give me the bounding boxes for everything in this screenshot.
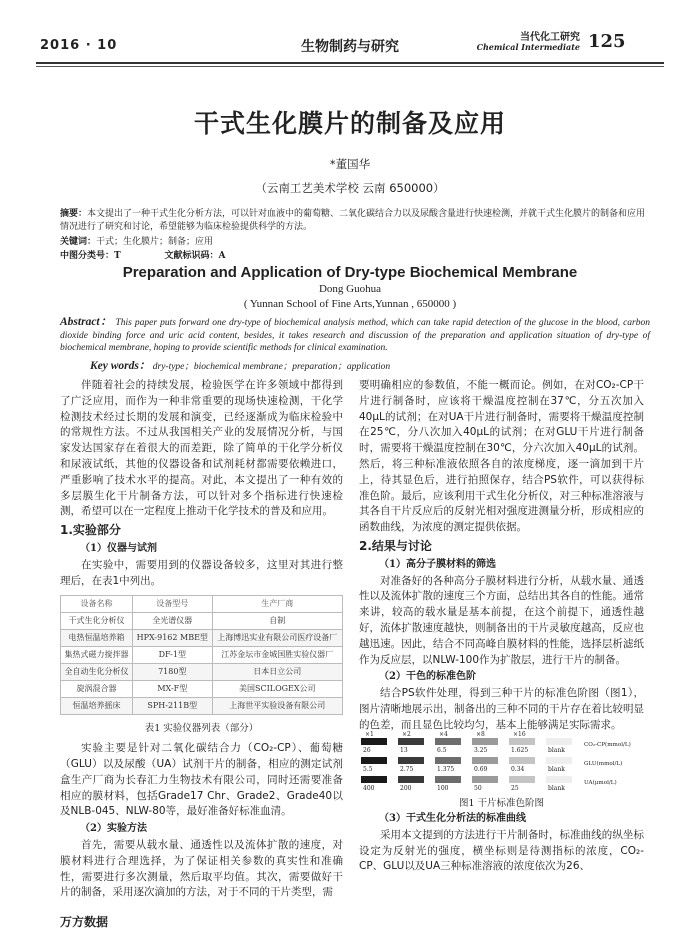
right-column (359, 378, 644, 734)
concentration-label: 3.25 (474, 747, 488, 754)
dilution-label: ×2 (402, 731, 411, 738)
color-swatch (509, 757, 535, 764)
color-swatch (361, 738, 387, 745)
color-swatch (361, 776, 387, 783)
classification-code: T (114, 251, 121, 261)
section-heading-2: 2.结果与讨论 (359, 538, 432, 553)
table-cell: DF-1型 (132, 647, 212, 664)
table-row (61, 664, 343, 681)
table-cell: 电热恒温培养箱 (61, 630, 133, 647)
concentration-label: 5.5 (363, 766, 373, 773)
keywords-en-label: Key words (90, 360, 139, 372)
intro-paragraph: 伴随着社会的持续发展，检验医学在许多领域中都得到了广泛应用，而作为一种非常重要的现场快速检测，干化学检测技术经过长期的发展和演变，已经逐渐成为临床检验中的常规性方法。不过从我国相关产业的发展情况分析，与国家发达国家存在着很大的而差距，除了简单的干化学分析仪和尿液试纸，其他的仪器设备和试剂耗材都需要依赖进口，严重影响了技术水平的提高。对此，本文提出了一种有效的多层膜生化干片制备方法，可以针对多个指标进行快速检测，希望可以在一定程度上推动干化学技术的普及和应用。 (60, 379, 343, 518)
section-heading-1: 1.实验部分 (60, 523, 121, 538)
table-cell: 7180型 (132, 664, 212, 681)
concentration-label: blank (548, 747, 565, 754)
concentration-label: 6.5 (437, 747, 447, 754)
dilution-label: ×4 (439, 731, 448, 738)
concentration-label: 13 (400, 747, 408, 754)
concentration-label: blank (548, 766, 565, 773)
table-cell: 江苏金坛市金城国胜实验仪器厂 (212, 647, 342, 664)
equipment-table (60, 595, 343, 715)
table-cell: 日本日立公司 (212, 664, 342, 681)
table-cell: 干式生化分析仪 (61, 613, 133, 630)
table-cell: 恒温培养摇床 (61, 698, 133, 715)
concentration-label: 1.625 (511, 747, 529, 754)
concentration-label: 0.34 (511, 766, 525, 773)
abstract-en: Abstract： This paper puts forward one dry-type of biochemical analysis method, which can take rapid detection of the glucose in the blood, carbon dioxide binding force and uric acid content, besides, it takes research and discussion of the preparation and application situation of dry-type of biochemical membrane, hoping to provide scientific methods for clinical examination. (60, 316, 650, 353)
abstract-cn-text: 本文提出了一种干式生化分析方法，可以针对血液中的葡萄糖、二氧化碳结合力以及尿酸含量进行快速检测，并就干式生化膜片的制备和应用情况进行了研究和讨论，希望能够为临床检验提供科学的方法。 (60, 209, 646, 232)
color-swatch (509, 776, 535, 783)
abstract-en-label: Abstract (60, 316, 100, 328)
article-title-en: Preparation and Application of Dry-type Biochemical Membrane (122, 264, 578, 281)
analyte-label: GLU(mmol/L) (584, 761, 623, 767)
concentration-label: 400 (363, 785, 375, 791)
subsection-heading-1-2: （2）实验方法 (80, 823, 147, 835)
right-column-continued (359, 810, 644, 875)
analyte-label: UA(μmol/L) (584, 780, 617, 786)
paragraph: 采用本文提到的方法进行干片制备时，标准曲线的纵坐标设定为反射光的强度，横坐标则是待测指标的浓度，CO₂-CP、GLU以及UA三种标准溶液的浓度依次为26、 (359, 828, 644, 873)
paragraph: 在实验中，需要用到的仪器设备较多，这里对其进行整理后，在表1中列出。 (60, 558, 343, 587)
section-title: 生物制药与研究 (301, 39, 399, 55)
doc-code-label: 文献标识码： (164, 251, 219, 261)
table-cell: 上海博迅实业有限公司医疗设备厂 (212, 630, 342, 647)
figure-caption: 图1 干片标准色阶图 (458, 798, 545, 809)
article-title-cn: 干式生化膜片的制备及应用 (193, 109, 506, 138)
header-rule-thin (36, 66, 664, 67)
color-swatch (435, 757, 461, 764)
paragraph: 对准备好的各种高分子膜材料进行分析，从载水量、通透性以及流体扩散的速度三个方面，总结出其各自的性能。通常来讲，较高的载水量是基本前提，在这个前提下，通透性越好，流体扩散速度越快，则制备出的干片灵敏度越高，反应也越迅速。因此，结合不同高峰自膜材料的性能，选择层析滤纸作为反应层，以NLW-100作为扩散层，进行干片的制备。 (359, 574, 644, 666)
table-cell: 全光谱仪器 (132, 613, 212, 630)
affiliation-cn: （云南工艺美术学校 云南 650000） (255, 181, 445, 195)
concentration-label: 0.69 (474, 766, 488, 773)
concentration-label: 200 (400, 785, 412, 791)
table-cell: 美国SCILOGEX公司 (212, 681, 342, 698)
color-swatch (398, 757, 424, 764)
color-swatch (546, 776, 572, 783)
table-header: 生产厂商 (212, 596, 342, 613)
color-swatch (509, 738, 535, 745)
subsection-heading-2-2: （2）干色的标准色阶 (379, 671, 476, 683)
color-swatch (546, 738, 572, 745)
subsection-heading-2-3: （3）干式生化分析法的标准曲线 (379, 813, 526, 824)
analyte-label: CO₂-CP(mmol/L) (584, 742, 631, 748)
color-swatch (398, 738, 424, 745)
concentration-label: 100 (437, 785, 449, 791)
affiliation-en: ( Yunnan School of Fine Arts,Yunnan , 650000 ) (243, 298, 457, 310)
table-cell: 集热式磁力搅拌器 (61, 647, 133, 664)
paragraph: 首先，需要从载水量、通透性以及流体扩散的速度，对膜材料进行合理选择，为了保证相关参数的真实性和准确性，需要进行多次测量，然后取平均值。其次，需要做好干片的制备，采用逐次滴加的方法，对于不同的干片类型，需 (60, 838, 343, 899)
color-swatch (472, 738, 498, 745)
paragraph: 要明确相应的参数值，不能一概而论。例如，在对CO₂-CP干片进行制备时，应该将干燥温度控制在37℃，分五次加入40μL的试剂；在对UA干片进行制备时，需要将干燥温度控制在25℃，分八次加入40μL的试剂；在对GLU干片进行制备时，需要将干燥温度控制在30℃，分六次加入40μL的试剂。然后，将三种标准液依照各自的浓度梯度，逐一滴加到干片上，待其显色后，进行拍照保存，结合PS软件，可以获得标准色阶。最后，应该利用干式生化分析仪，对三种标准溶液与其各自干片反应后的反射光相对强度进测量分析，形成相应的函数曲线，为浓度的测定提供依据。 (359, 379, 644, 534)
dilution-label: ×16 (513, 731, 526, 738)
color-swatch (398, 776, 424, 783)
keywords-cn (60, 236, 650, 249)
color-swatch (435, 738, 461, 745)
abstract-cn (60, 208, 650, 234)
concentration-label: 1.375 (437, 766, 455, 773)
abstract-cn-label: 摘要： (60, 209, 88, 219)
color-swatch (472, 757, 498, 764)
concentration-label: blank (548, 785, 565, 791)
concentration-label: 2.75 (400, 766, 414, 773)
abstract-en-text: This paper puts forward one dry-type of biochemical analysis method, which can take rapid detection of the glucose in the blood, carbon dioxide binding force and uric acid content, besides, it takes research and discussion of the preparation and application situation of dry-type of biochemical membrane, hoping to provide scientific methods for clinical examination. (60, 318, 650, 353)
doc-code: A (218, 251, 226, 261)
dilution-label: ×1 (365, 731, 374, 738)
subsection-heading-1-1: （1）仪器与试剂 (80, 542, 157, 554)
table-row (61, 647, 343, 664)
table-cell: HPX-9162 MBE型 (132, 630, 212, 647)
table-row (61, 630, 343, 647)
author-en: Dong Guohua (318, 283, 382, 295)
issue-number: 2016 · 10 (40, 38, 118, 53)
keywords-cn-label: 关键词： (60, 237, 97, 247)
classification-cn (60, 250, 650, 263)
table-row (61, 613, 343, 630)
standard-color-chart (359, 729, 644, 791)
header-rule (36, 62, 664, 64)
table-cell: 自制 (212, 613, 342, 630)
journal-name-cn: 当代化工研究 (520, 32, 580, 43)
concentration-label: 50 (474, 785, 482, 791)
table-header: 设备名称 (61, 596, 133, 613)
color-swatch (472, 776, 498, 783)
concentration-label: 25 (511, 785, 519, 791)
paragraph: 实验主要是针对二氧化碳结合力（CO₂-CP）、葡萄糖（GLU）以及尿酸（UA）试剂干片的制备，相应的测定试剂盒生产厂商为长春汇力生物技术有限公司，同时还需要准备相应的膜材料，包括Grade17 Chr、Grade2、Grade40以及NLB-045、NLW-80等，最好准备好标准血清。 (60, 742, 343, 818)
concentration-label: 26 (363, 747, 371, 754)
table-cell: SPH-211B型 (132, 698, 212, 715)
table-header-row (61, 596, 343, 613)
keywords-en: Key words： dry-type；biochemical membrane；preparation；application (90, 360, 391, 372)
dilution-label: ×8 (476, 731, 485, 738)
table-cell: 全自动生化分析仪 (61, 664, 133, 681)
left-column (60, 378, 343, 901)
journal-brand (477, 33, 580, 51)
table-cell: 上海世平实验设备有限公司 (212, 698, 342, 715)
color-swatch (435, 776, 461, 783)
table-row (61, 681, 343, 698)
subsection-heading-2-1: （1）高分子膜材料的筛选 (379, 558, 496, 570)
color-swatch (361, 757, 387, 764)
paragraph: 结合PS软件处理，得到三种干片的标准色阶图（图1），图片清晰地展示出，制备出的三种不同的干片存在着比较明显的色差，而且显色比较均匀，基本上能够满足实际需求。 (359, 687, 644, 731)
page-number: 125 (588, 31, 626, 52)
color-swatch (546, 757, 572, 764)
table-header: 设备型号 (132, 596, 212, 613)
keywords-cn-text: 干式；生化膜片；制备；应用 (96, 237, 214, 247)
classification-label: 中图分类号： (60, 251, 115, 261)
table-row (61, 698, 343, 715)
table-caption: 表1 实验仪器列表（部分） (144, 723, 259, 735)
table-cell: MX-F型 (132, 681, 212, 698)
keywords-en-text: dry-type；biochemical membrane；preparation；application (152, 362, 391, 372)
table-cell: 旋涡混合器 (61, 681, 133, 698)
author-cn: *董国华 (329, 157, 371, 171)
journal-name-en: Chemical Intermediate (476, 42, 580, 52)
wanfang-data-logo: 万方数据 (60, 915, 109, 929)
